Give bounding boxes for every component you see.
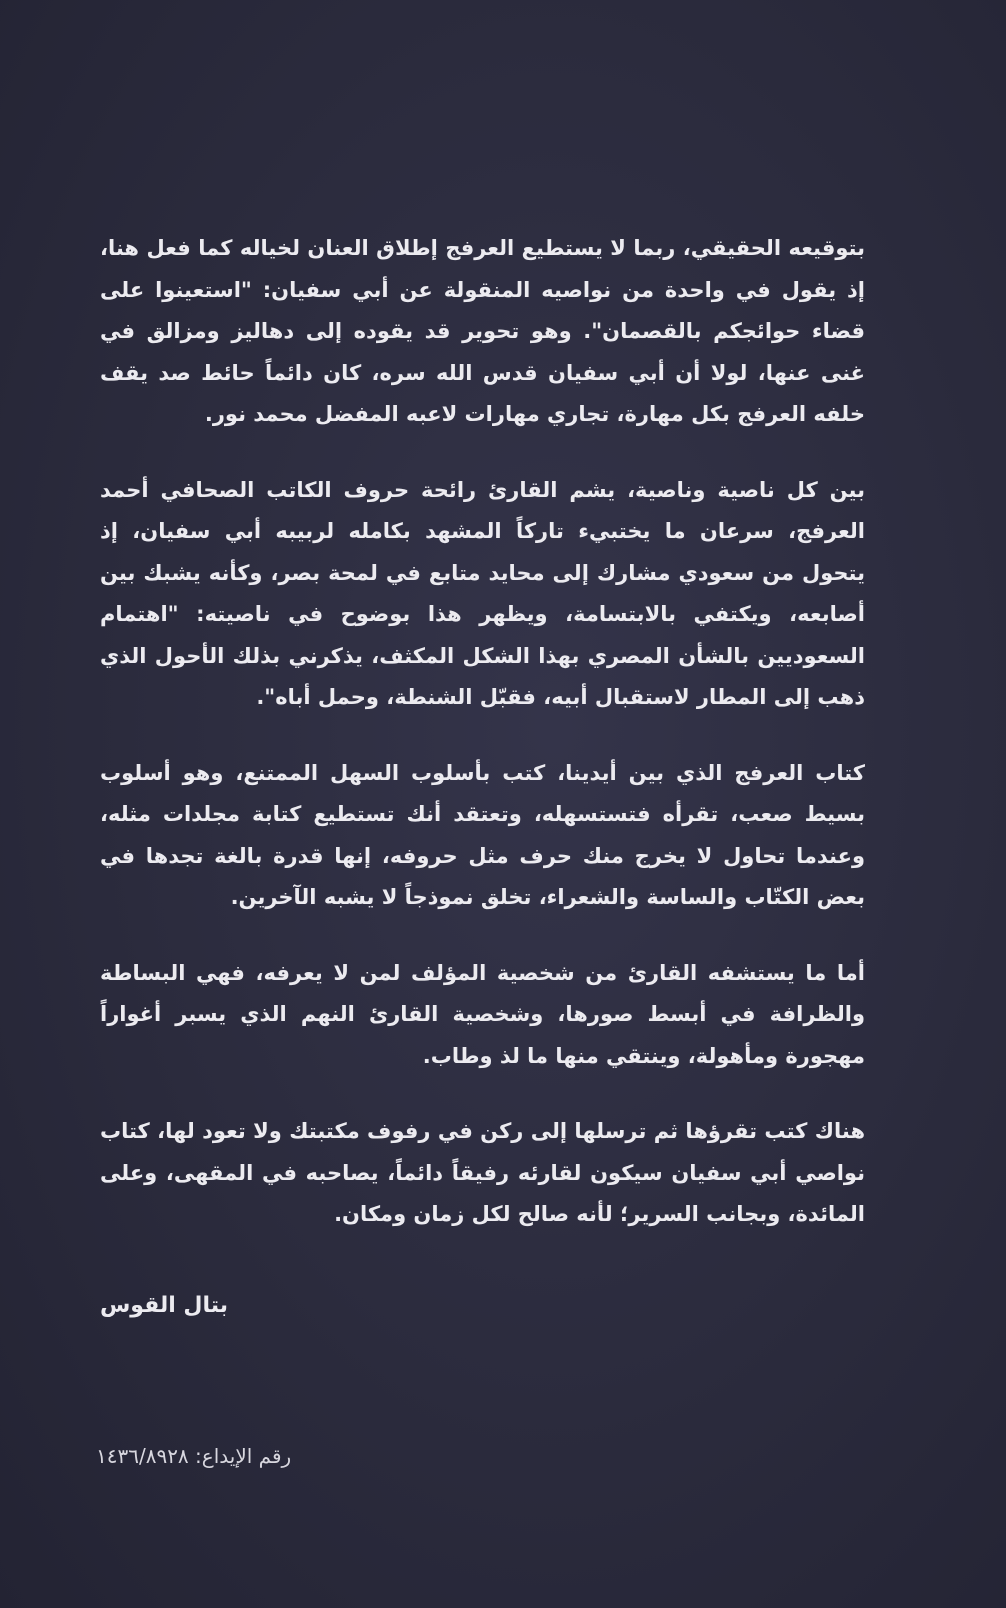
blurb-text [100, 228, 865, 1270]
paragraph-4: أما ما يستشفه القارئ من شخصية المؤلف لمن لا يعرفه، فهي البساطة والظرافة في أبسط صورها، وشخصية القارئ النهم الذي يسبر أغواراً مهجورة ومأهولة، وينتقي منها ما لذ وطاب. [100, 960, 865, 1068]
paragraph-2: بين كل ناصية وناصية، يشم القارئ رائحة حروف الكاتب الصحافي أحمد العرفج، سرعان ما يختبيء تاركاً المشهد بكامله لربيبه أبي سفيان، إذ يتحول من سعودي مشارك إلى محايد متابع في لمحة بصر، وكأنه يشبك بين أصابعه، ويكتفي بالابتسامة، ويظهر هذا بوضوح في ناصيته: "اهتمام السعوديين بالشأن المصري بهذا الشكل المكثف، يذكرني بذلك الأحول الذي ذهب إلى المطار لاستقبال أبيه، فقبّل الشنطة، وحمل أباه". [100, 477, 865, 709]
deposit-number: رقم الإيداع: ١٤٣٦/٨٩٢٨ [96, 1444, 292, 1468]
author-signature: بتال القوس [99, 1293, 228, 1318]
paragraph-1: بتوقيعه الحقيقي، ربما لا يستطيع العرفج إطلاق العنان لخياله كما فعل هنا، إذ يقول في واحدة من نواصيه المنقولة عن أبي سفيان: "استعينوا على قضاء حوائجكم بالقصمان". وهو تحوير قد يقوده إلى دهاليز ومزالق في غنى عنها، لولا أن أبي سفيان قدس الله سره، كان دائماً حائط صد يقف خلفه العرفج بكل مهارة، تجاري مهارات لاعبه المفضل محمد نور. [100, 236, 865, 426]
paragraph-3: كتاب العرفج الذي بين أيدينا، كتب بأسلوب السهل الممتنع، وهو أسلوب بسيط صعب، تقرأه فتستسهله، وتعتقد أنك تستطيع كتابة مجلدات مثله، وعندما تحاول لا يخرج منك حرف مثل حروفه، إنها قدرة بالغة تجدها في بعض الكتّاب والساسة والشعراء، تخلق نموذجاً لا يشبه الآخرين. [100, 760, 865, 909]
paragraph-5: هناك كتب تقرؤها ثم ترسلها إلى ركن في رفوف مكتبتك ولا تعود لها، كتاب نواصي أبي سفيان سيكون لقارئه رفيقاً دائماً، يصاحبه في المقهى، وعلى المائدة، وبجانب السرير؛ لأنه صالح لكل زمان ومكان. [100, 1119, 865, 1226]
